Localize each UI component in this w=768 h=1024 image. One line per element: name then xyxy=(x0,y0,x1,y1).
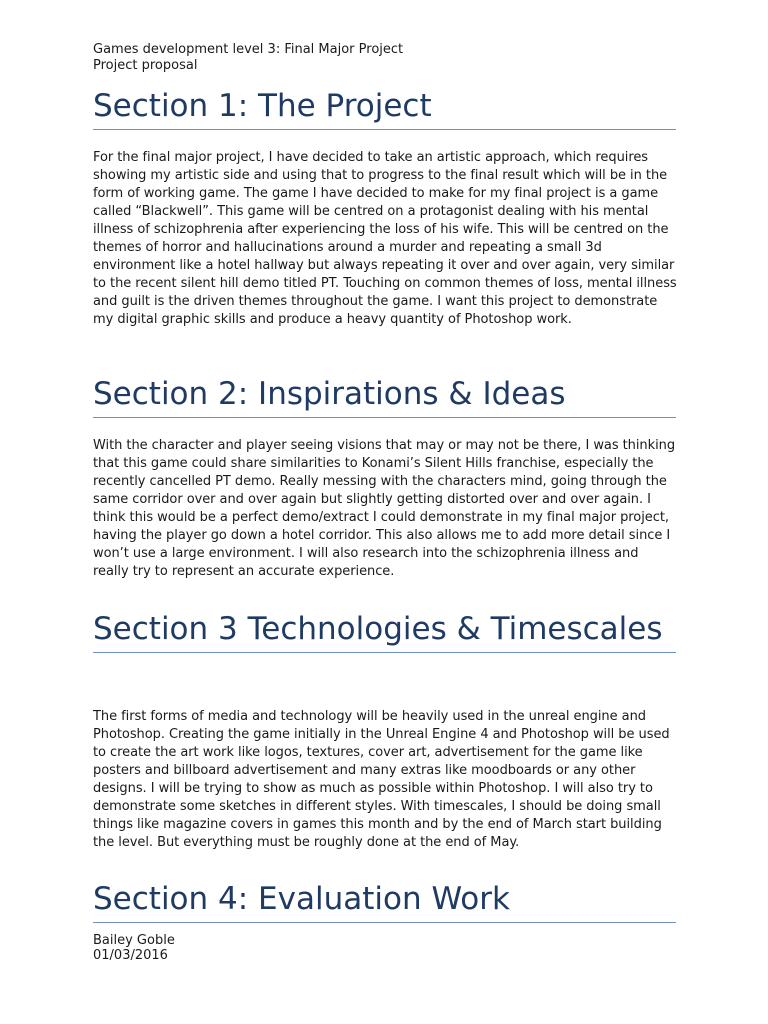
section-1-body: For the final major project, I have decided to take an artistic approach, which requires showing my artistic side and using that to progress to the final result which will be in the form of working game. The game I have decided to make for my final project is a game called “Blackwell”. This game will be centred on a protagonist dealing with his mental illness of schizophrenia after experiencing the loss of his wife. This will be centred on the themes of horror and hallucinations around a murder and repeating a small 3d environment like a hotel hallway but always repeating it over and over again, very similar to the recent silent hill demo titled PT. Touching on common themes of loss, mental illness and guilt is the driven themes throughout the game. I want this project to demonstrate my digital graphic skills and produce a heavy quantity of Photoshop work. xyxy=(93,150,677,327)
section-2-heading: Section 2: Inspirations & Ideas xyxy=(93,376,676,418)
document-subtitle: Project proposal xyxy=(93,58,198,73)
document-course-title: Games development level 3: Final Major Project xyxy=(93,42,404,57)
section-1-heading: Section 1: The Project xyxy=(93,88,676,130)
document-date: 01/03/2016 xyxy=(93,948,168,963)
author-name: Bailey Goble xyxy=(93,933,175,948)
section-4-heading: Section 4: Evaluation Work xyxy=(93,881,676,923)
section-3-body: The first forms of media and technology will be heavily used in the unreal engine and Photoshop. Creating the game initially in the Unreal Engine 4 and Photoshop will be used to create the art work like logos, textures, cover art, advertisement for the game like posters and billboard advertisement and many extras like moodboards or any other designs. I will be trying to show as much as possible within Photoshop. I will also try to demonstrate some sketches in different styles. With timescales, I should be doing small things like magazine covers in games this month and by the end of March start building the level. But everything must be roughly done at the end of May. xyxy=(93,709,670,850)
section-3-heading: Section 3 Technologies & Timescales xyxy=(93,611,676,653)
section-2-body: With the character and player seeing visions that may or may not be there, I was thinking that this game could share similarities to Konami’s Silent Hills franchise, especially the recently cancelled PT demo. Really messing with the characters mind, going through the same corridor over and over again but slightly getting distorted over and over again. I think this would be a perfect demo/extract I could demonstrate in my final major project, having the player go down a hotel corridor. This also allows me to add more detail since I won’t use a large environment. I will also research into the schizophrenia illness and really try to represent an accurate experience. xyxy=(93,438,676,579)
